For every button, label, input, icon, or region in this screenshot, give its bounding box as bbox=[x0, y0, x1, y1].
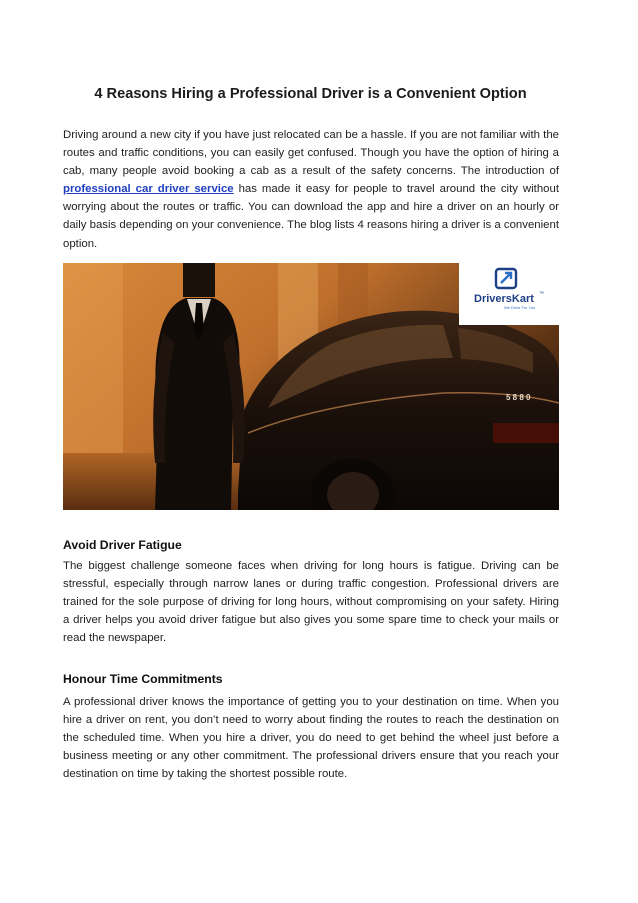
professional-driver-service-link[interactable]: professional car driver service bbox=[63, 183, 234, 196]
section-body: A professional driver knows the importance of getting you to your destination on time. When you hire a driver on rent, you don’t need to worry about finding the routes to reach the destination on the scheduled time. When you hire a driver, you do need to get behind the wheel just before a business meeting or any other commitment. The professional drivers ensure that you reach your destination on time by taking the shortest possible route. bbox=[63, 696, 559, 781]
car-plate-badge: 5 8 8 0 bbox=[506, 393, 531, 402]
section-body: The biggest challenge someone faces when driving for long hours is fatigue. Driving can be stressful, especially through narrow lanes or during traffic congestion. Professional drivers are trained for the sole purpose of driving for long hours, without compromising on your safety. Hiring a driver helps you avoid driver fatigue but also gives you some spare time to check your mails or read the newspaper. bbox=[63, 560, 559, 645]
hero-image bbox=[63, 263, 559, 510]
man-neck bbox=[183, 263, 215, 297]
logo-brand-name: DriversKart bbox=[474, 293, 534, 305]
driverskart-logo bbox=[459, 263, 559, 325]
car-tail-light bbox=[493, 423, 559, 443]
logo-trademark: ™ bbox=[539, 291, 544, 297]
logo-tagline: We Drive For You bbox=[504, 305, 536, 310]
intro-paragraph bbox=[63, 126, 559, 253]
intro-text-end: has made it easy for people to travel around the city without worrying about the routes or traffic. You can download the app and hire a driver on an hourly or daily basis depending on your convenience. The blog lists 4 reasons hiring a driver is a convenient option. bbox=[63, 183, 559, 250]
intro-text-start: Driving around a new city if you have just relocated can be a hassle. If you are not familiar with the routes and traffic conditions, you can easily get confused. Though you have the option of hiring a cab, many people avoid booking a cab as a result of the safety concerns. The introduction of bbox=[63, 129, 559, 178]
section-heading: Honour Time Commitments bbox=[63, 672, 223, 686]
page-title: 4 Reasons Hiring a Professional Driver is a Convenient Option bbox=[94, 86, 527, 102]
driverskart-logo-graphic bbox=[459, 263, 559, 325]
logo-arrow-icon bbox=[501, 273, 511, 283]
section-heading: Avoid Driver Fatigue bbox=[63, 538, 182, 552]
